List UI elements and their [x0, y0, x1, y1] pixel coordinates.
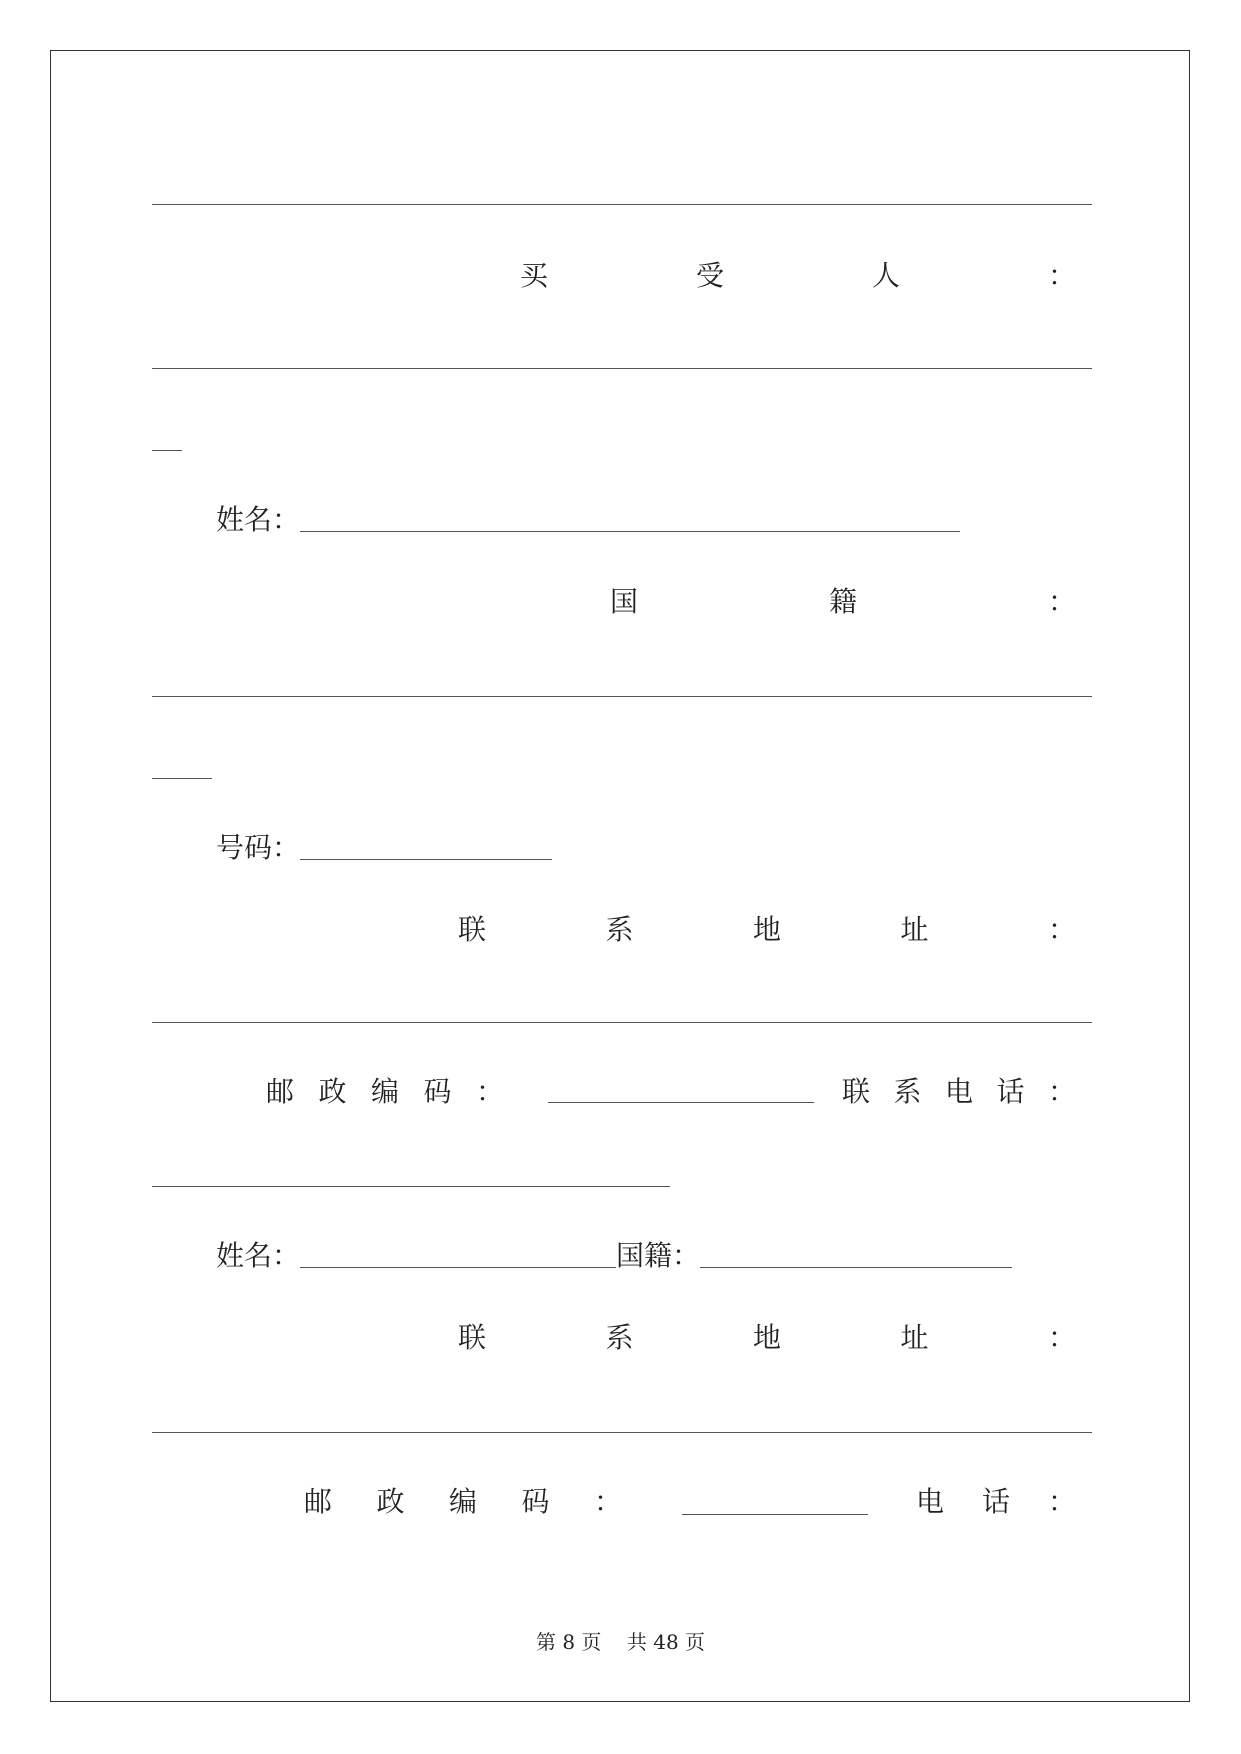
blank-line[interactable]: [152, 1022, 1092, 1023]
address-heading-2: [458, 1320, 1076, 1356]
phone-label-2: [916, 1484, 1076, 1520]
blank-line[interactable]: [152, 696, 1092, 697]
buyer-heading-char: 人: [871, 259, 900, 292]
buyer-heading-char: 受: [695, 259, 724, 292]
postcode-label-char: 编: [370, 1075, 399, 1108]
nationality-heading: [610, 584, 1076, 620]
address-heading: [458, 912, 1076, 948]
postcode-label-colon: ：: [475, 1075, 504, 1108]
address-heading-char: 地: [752, 1321, 781, 1354]
name-nationality-row: [216, 1238, 1012, 1274]
address-heading-char: 地: [752, 913, 781, 946]
postcode-label-char: 政: [318, 1075, 347, 1108]
address-heading-char: 址: [900, 1321, 929, 1354]
postcode-label-colon: ：: [593, 1485, 622, 1518]
buyer-heading-colon: ：: [1047, 259, 1076, 292]
nationality-heading-char: 籍: [828, 585, 857, 618]
nationality-input-line[interactable]: [700, 1245, 1012, 1268]
address-heading-colon: ：: [1047, 1321, 1076, 1354]
postcode-label-char: 邮: [266, 1075, 295, 1108]
blank-line-tail[interactable]: [152, 450, 182, 451]
address-heading-char: 联: [458, 913, 487, 946]
phone-label: [842, 1074, 1076, 1110]
page-frame: [50, 50, 1190, 1702]
postcode-label-char: 政: [376, 1485, 405, 1518]
address-heading-char: 址: [900, 913, 929, 946]
postcode-label: [266, 1074, 504, 1110]
name-input-line[interactable]: [300, 509, 960, 532]
phone-label-char: 电: [944, 1075, 973, 1108]
page-number: 第 8 页: [535, 1630, 602, 1654]
address-heading-char: 系: [605, 1321, 634, 1354]
postcode-label-char: 邮: [304, 1485, 333, 1518]
postcode-input-line[interactable]: [682, 1514, 868, 1515]
nationality-heading-colon: ：: [1047, 585, 1076, 618]
blank-line[interactable]: [152, 204, 1092, 205]
blank-line-tail[interactable]: [152, 778, 212, 779]
address-heading-colon: ：: [1047, 913, 1076, 946]
phone-label-colon: ：: [1047, 1485, 1076, 1518]
postcode-input-line[interactable]: [548, 1102, 814, 1103]
postcode-label-char: 码: [521, 1485, 550, 1518]
page-total: 共 48 页: [626, 1630, 706, 1654]
phone-label-char: 联: [842, 1075, 871, 1108]
name-label: 姓名：: [216, 503, 301, 536]
address-heading-char: 系: [605, 913, 634, 946]
buyer-heading: [520, 258, 1076, 294]
number-label: 号码：: [216, 831, 301, 864]
address-heading-char: 联: [458, 1321, 487, 1354]
phone-input-line[interactable]: [152, 1186, 670, 1187]
phone-label-char: 话: [996, 1075, 1025, 1108]
name-input-line[interactable]: [300, 1245, 616, 1268]
postcode-label-char: 码: [423, 1075, 452, 1108]
page-footer: [0, 1626, 1241, 1655]
blank-line[interactable]: [152, 1432, 1092, 1433]
phone-label-char: 系: [893, 1075, 922, 1108]
nationality-heading-char: 国: [610, 585, 639, 618]
name-row: [216, 502, 960, 538]
phone-label-colon: ：: [1047, 1075, 1076, 1108]
phone-label-char: 话: [981, 1485, 1010, 1518]
blank-line[interactable]: [152, 368, 1092, 369]
number-row: [216, 830, 552, 866]
postcode-label-char: 编: [448, 1485, 477, 1518]
buyer-heading-char: 买: [520, 259, 549, 292]
postcode-label-2: [304, 1484, 622, 1520]
phone-label-char: 电: [916, 1485, 945, 1518]
nationality-label: 国籍：: [616, 1239, 701, 1272]
number-input-line[interactable]: [300, 837, 552, 860]
name-label: 姓名：: [216, 1239, 301, 1272]
